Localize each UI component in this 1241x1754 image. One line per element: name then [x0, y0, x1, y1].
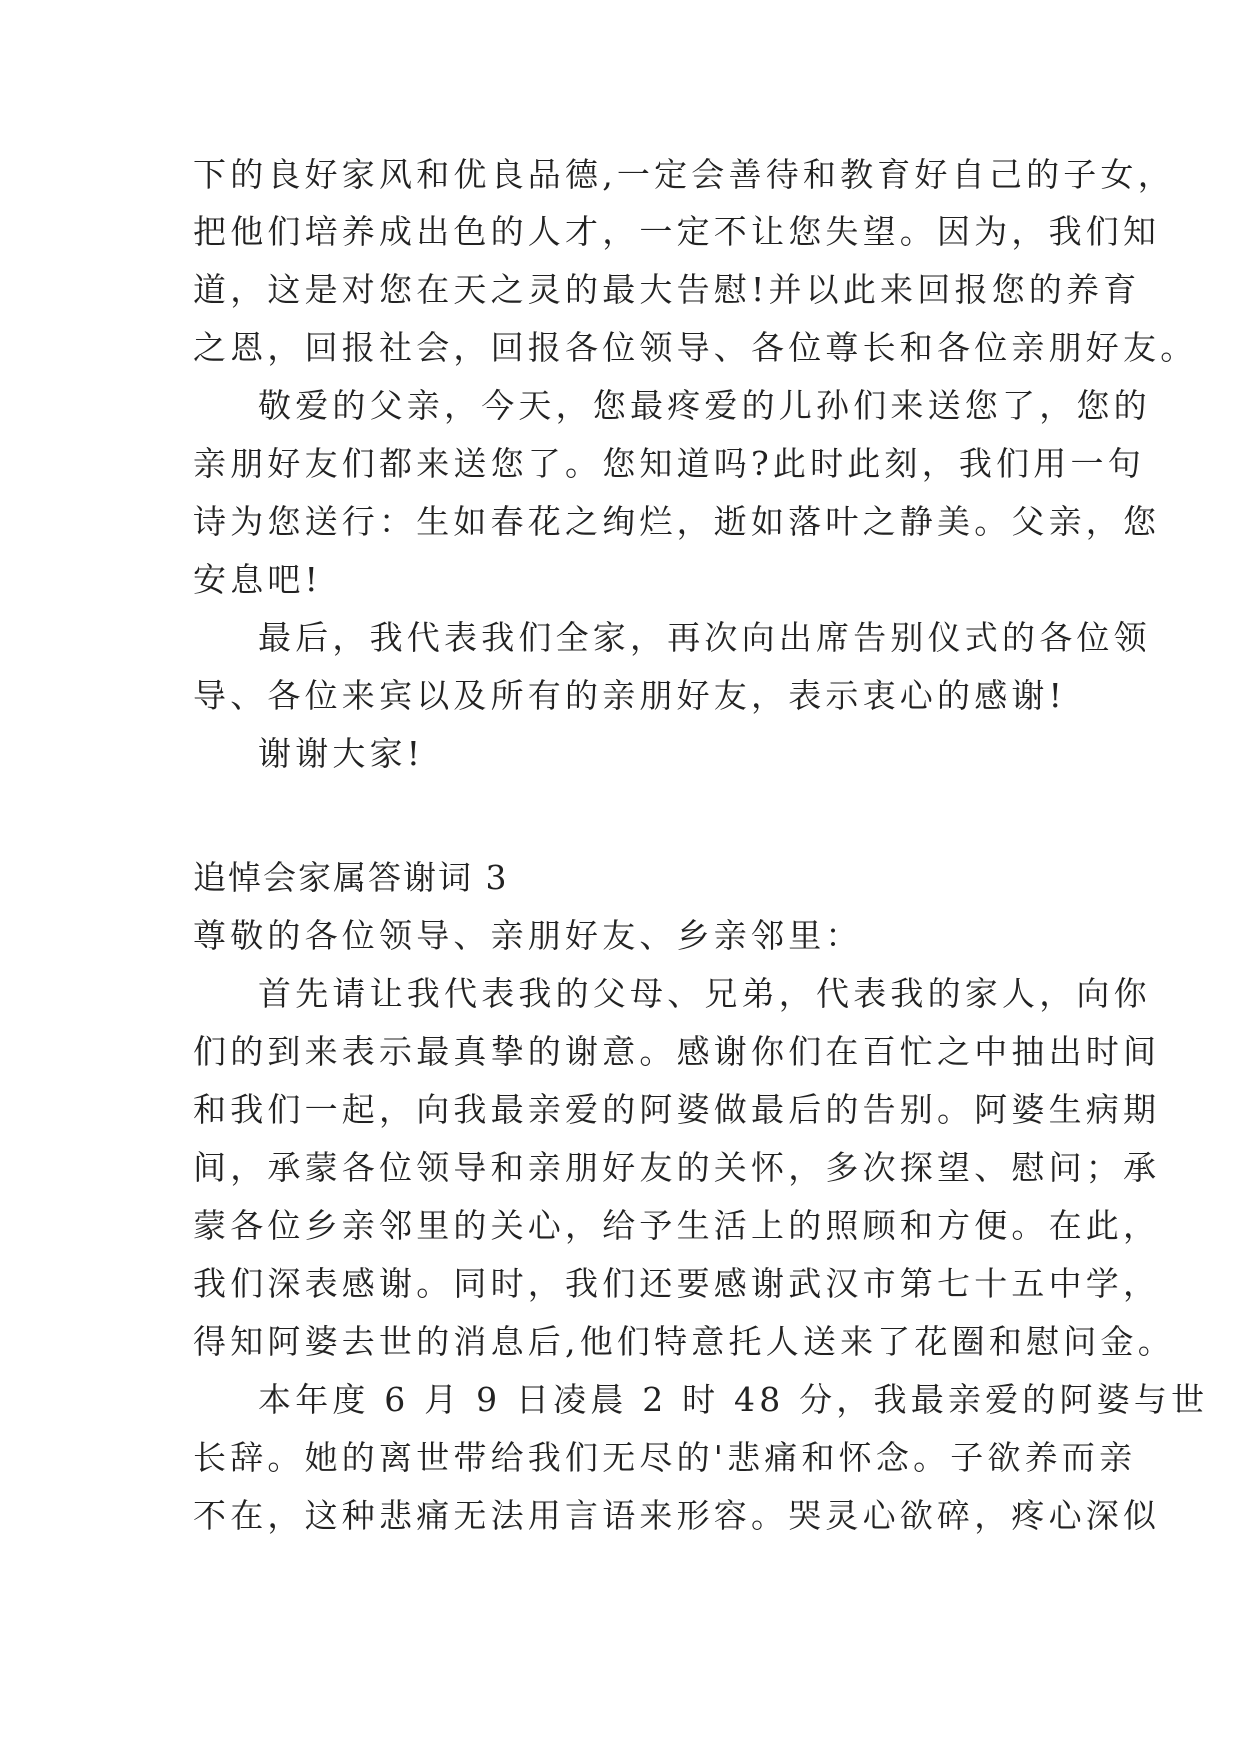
text-line: 得知阿婆去世的消息后,他们特意托人送来了花圈和慰问金。 [193, 1322, 1175, 1361]
paragraph-start-line: 最后，我代表我们全家，再次向出席告别仪式的各位领 [258, 618, 1151, 657]
text-line: 长辞。她的离世带给我们无尽的'悲痛和怀念。子欲养而亲 [193, 1438, 1137, 1477]
text-line: 诗为您送行：生如春花之绚烂，逝如落叶之静美。父亲，您 [193, 502, 1161, 541]
text-line: 亲朋好友们都来送您了。您知道吗?此时此刻，我们用一句 [193, 444, 1145, 483]
text-line: 和我们一起，向我最亲爱的阿婆做最后的告别。阿婆生病期 [193, 1090, 1161, 1129]
text-line: 把他们培养成出色的人才，一定不让您失望。因为，我们知 [193, 212, 1161, 251]
paragraph-start-line: 首先请让我代表我的父母、兄弟，代表我的家人，向你 [258, 974, 1151, 1013]
section-title: 追悼会家属答谢词 3 [193, 858, 509, 897]
text-line: 间，承蒙各位领导和亲朋好友的关怀，多次探望、慰问；承 [193, 1148, 1161, 1187]
paragraph-start-line: 本年度 6 月 9 日凌晨 2 时 48 分，我最亲爱的阿婆与世 [258, 1380, 1209, 1419]
text-line: 导、各位来宾以及所有的亲朋好友，表示衷心的感谢! [193, 676, 1067, 715]
text-line: 道，这是对您在天之灵的最大告慰!并以此来回报您的养育 [193, 270, 1141, 309]
paragraph-start-line: 谢谢大家! [258, 734, 425, 773]
salutation-line: 尊敬的各位领导、亲朋好友、乡亲邻里： [193, 916, 863, 955]
text-line: 安息吧! [193, 560, 323, 599]
text-line: 们的到来表示最真挚的谢意。感谢你们在百忙之中抽出时间 [193, 1032, 1161, 1071]
text-line: 之恩，回报社会，回报各位领导、各位尊长和各位亲朋好友。 [193, 328, 1198, 367]
text-line: 蒙各位乡亲邻里的关心，给予生活上的照顾和方便。在此， [193, 1206, 1161, 1245]
text-line: 我们深表感谢。同时，我们还要感谢武汉市第七十五中学， [193, 1264, 1161, 1303]
text-line: 下的良好家风和优良品德,一定会善待和教育好自己的子女， [193, 155, 1175, 194]
paragraph-start-line: 敬爱的父亲，今天，您最疼爱的儿孙们来送您了，您的 [258, 386, 1151, 425]
text-line: 不在，这种悲痛无法用言语来形容。哭灵心欲碎，疼心深似 [193, 1496, 1161, 1535]
